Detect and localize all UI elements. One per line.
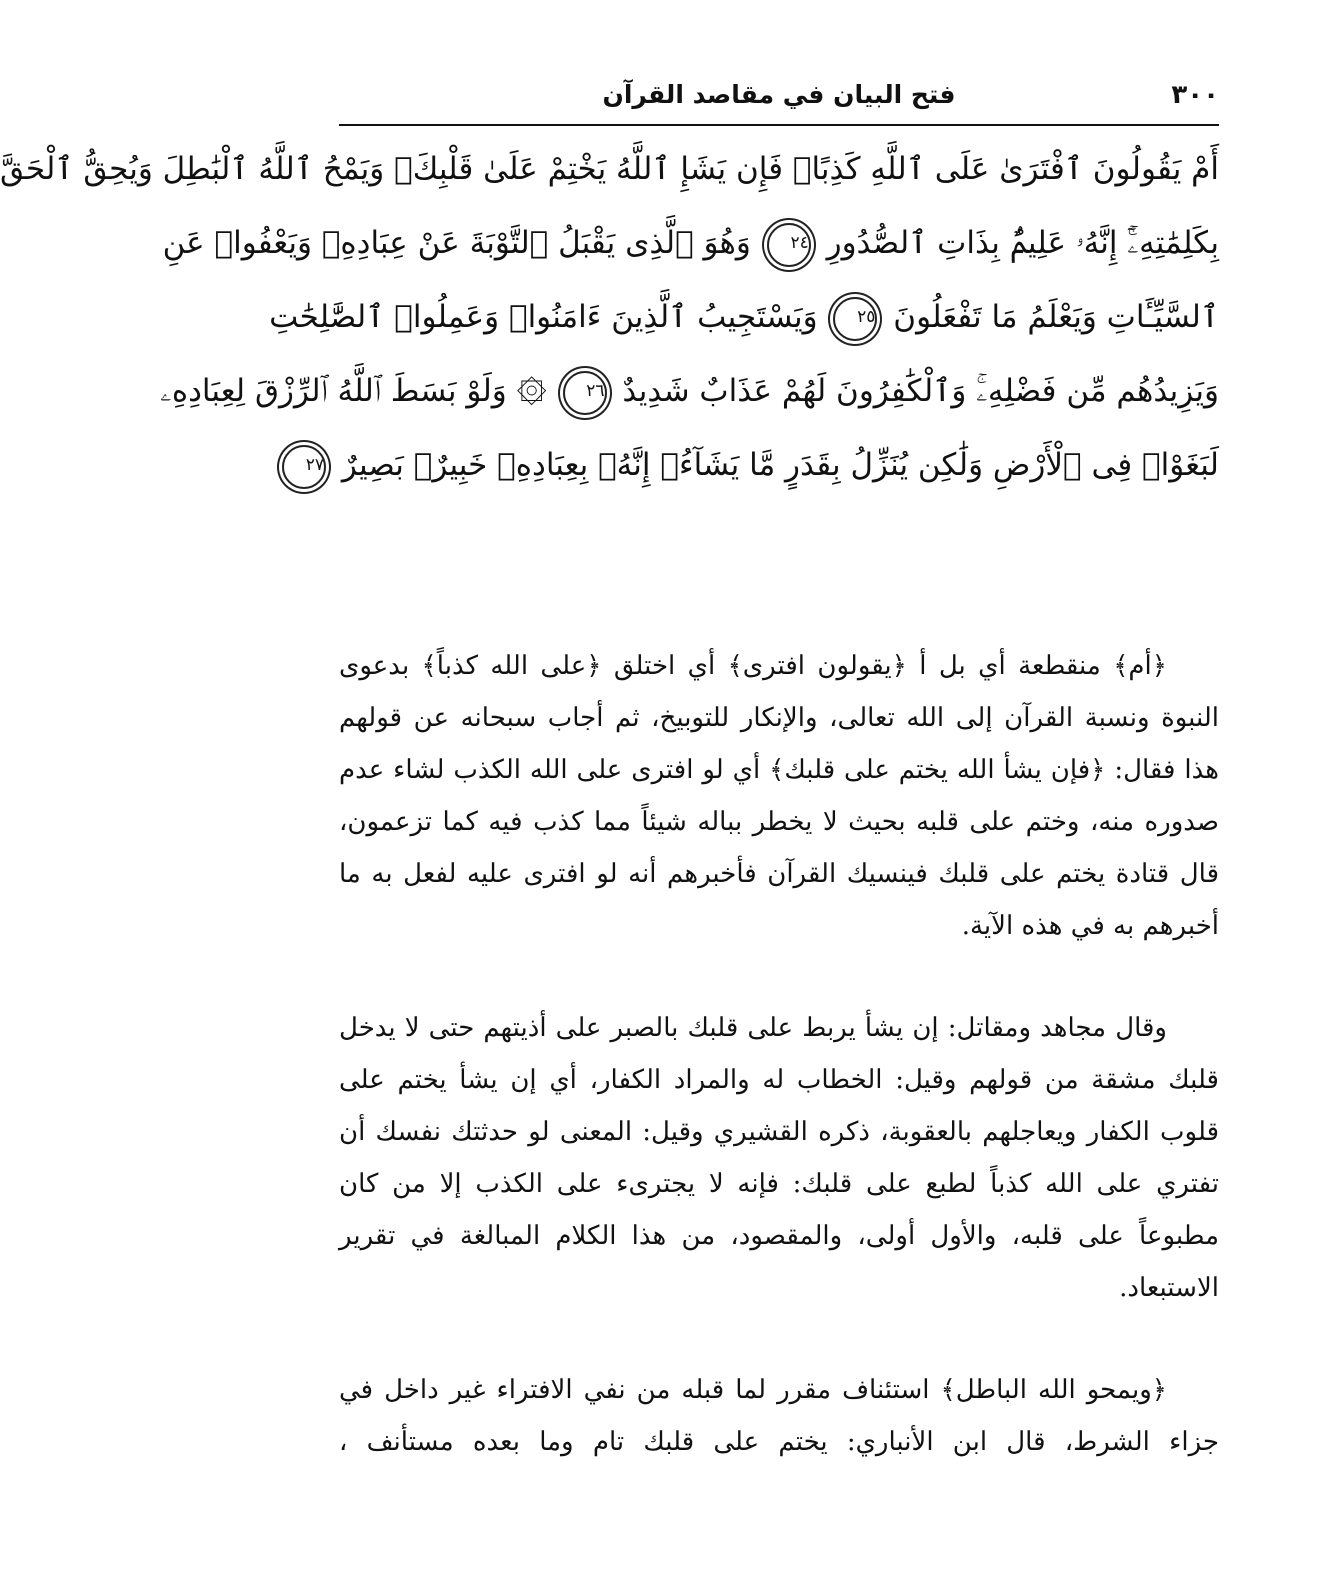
quran-verses (0, 132, 1219, 502)
verse-text: وَيَسْتَجِيبُ ٱلَّذِينَ ءَامَنُوا۟ وَعَمِلُوا۟ ٱلصَّٰلِحَٰتِ (269, 299, 818, 335)
ayah-number-marker: ٢٦ (563, 371, 607, 415)
ayah-number-marker: ٢٥ (833, 297, 877, 341)
verse-line (0, 132, 1219, 206)
verse-text: وَيَزِيدُهُم مِّن فَضْلِهِۦۚ وَٱلْكَٰفِرُونَ لَهُمْ عَذَابٌ شَدِيدٌ (622, 373, 1219, 409)
running-title: فتح البيان في مقاصد القرآن (602, 80, 956, 109)
tafsir-commentary (339, 640, 1219, 1518)
header-rule (339, 124, 1219, 126)
verse-text: لَبَغَوْا۟ فِى ٱلْأَرْضِ وَلَٰكِن يُنَزِّلُ بِقَدَرٍ مَّا يَشَآءُۚ إِنَّهُۥ بِعِبَادِهِۦ خَبِيرٌۢ بَصِيرٌ (341, 447, 1219, 483)
ayah-number-marker: ٢٧ (282, 445, 326, 489)
verse-line (160, 354, 1219, 428)
page-header (339, 76, 1219, 118)
page-number: ٣٠٠ (1171, 80, 1219, 110)
verse-text: بِكَلِمَٰتِهِۦٓۚ إِنَّهُۥ عَلِيمٌۢ بِذَاتِ ٱلصُّدُورِ (826, 225, 1219, 261)
commentary-paragraph: وقال مجاهد ومقاتل: إن يشأ يربط على قلبك بالصبر على أذيتهم حتى لا يدخل قلبك مشقة من قولهم وقيل: الخطاب له والمراد الكفار، أي إن يشأ يختم على قلوب الكفار ويعاجلهم بالعقوبة، ذكره القشيري وقيل: المعنى لو حدثتك نفسك أن تفتري على الله كذباً لطبع على قلبك: فإنه لا يجترىء على الكذب إلا من كان مطبوعاً على قلبه، والأول أولى، والمقصود، من هذا الكلام المبالغة في تقرير الاستبعاد. (339, 1013, 1219, 1303)
verse-line (305, 428, 1219, 502)
verse-line (269, 280, 1219, 354)
verse-text: أَمْ يَقُولُونَ ٱفْتَرَىٰ عَلَى ٱللَّهِ كَذِبًاۖ فَإِن يَشَإِ ٱللَّهُ يَخْتِمْ عَلَىٰ قَلْبِكَۗ وَيَمْحُ ٱللَّهُ ٱلْبَٰطِلَ وَيُحِقُّ ٱلْحَقَّ (0, 151, 1219, 187)
verse-line (162, 206, 1219, 280)
commentary-paragraph: ﴿أم﴾ منقطعة أي بل أ ﴿يقولون افترى﴾ أي اختلق ﴿على الله كذباً﴾ بدعوى النبوة ونسبة القرآن إلى الله تعالى، والإنكار للتوبيخ، ثم أجاب سبحانه عن قولهم هذا فقال: ﴿فإن يشأ الله يختم على قلبك﴾ أي لو افترى على الله الكذب لشاء عدم صدوره منه، وختم على قلبه بحيث لا يخطر بباله شيئاً مما كذب فيه كما تزعمون، قال قتادة يختم على قلبك فينسيك القرآن فأخبرهم أنه لو افترى عليه لفعل به ما أخبرهم به في هذه الآية. (339, 651, 1219, 941)
ayah-number-marker: ٢٤ (767, 223, 811, 267)
commentary-paragraph: ﴿ويمحو الله الباطل﴾ استئناف مقرر لما قبله من نفي الافتراء غير داخل في جزاء الشرط، قال ابن الأنباري: يختم على قلبك تام وما بعده مستأنف ، (339, 1375, 1219, 1457)
verse-text: وَهُوَ ٱلَّذِى يَقْبَلُ ٱلتَّوْبَةَ عَنْ عِبَادِهِۦ وَيَعْفُوا۟ عَنِ (162, 225, 751, 261)
verse-text: ۞ وَلَوْ بَسَطَ ٱللَّهُ ٱلرِّزْقَ لِعِبَادِهِۦ (160, 373, 547, 409)
verse-text: ٱلسَّيِّـَٔاتِ وَيَعْلَمُ مَا تَفْعَلُونَ (893, 299, 1219, 335)
